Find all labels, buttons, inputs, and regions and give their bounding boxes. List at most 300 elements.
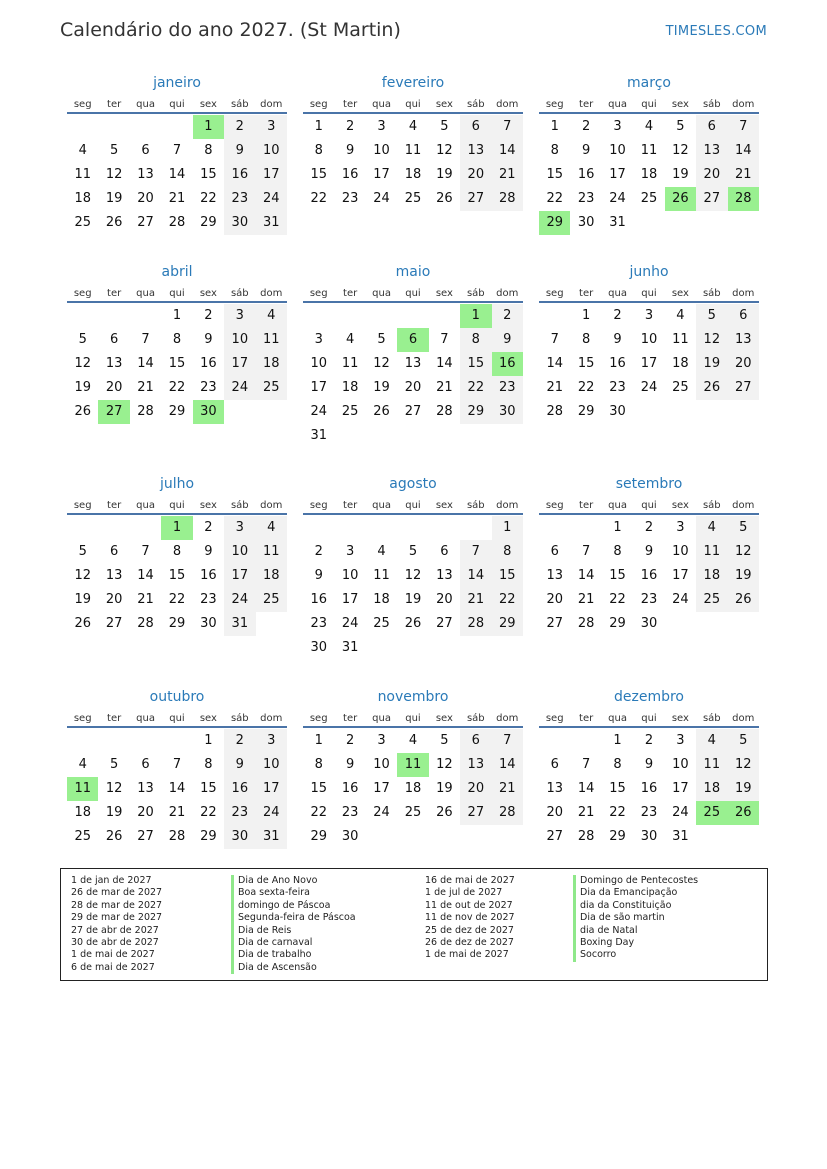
month-agosto (303, 473, 523, 660)
legend-holiday-name: Dia de trabalho (231, 949, 356, 961)
day-cell: 5 (440, 733, 449, 748)
page-title: Calendário do ano 2027. (St Martin) (60, 19, 401, 41)
day-cell: 17 (256, 777, 287, 801)
day-cell: 1 (204, 733, 213, 748)
day-cell: 23 (577, 191, 595, 206)
weekday-label: seg (309, 713, 328, 724)
weekday-label: sex (435, 288, 453, 299)
day-cell: 16 (200, 356, 217, 371)
weekday-label: dom (732, 500, 755, 511)
day-cell: 17 (672, 781, 689, 796)
day-cell: 30 (224, 211, 255, 235)
day-cell: 24 (609, 191, 626, 206)
holiday-day-cell: 27 (98, 400, 129, 424)
weekday-label: seg (545, 713, 564, 724)
weekday-label: dom (732, 99, 755, 110)
day-cell: 15 (609, 568, 626, 583)
day-cell: 28 (460, 612, 491, 636)
holiday-day-cell: 1 (161, 516, 192, 540)
weekday-label: qui (405, 99, 421, 110)
day-cell: 18 (74, 191, 91, 206)
day-cell: 18 (672, 356, 689, 371)
day-cell: 10 (672, 757, 689, 772)
week-row (67, 564, 287, 588)
day-cell: 5 (728, 516, 759, 540)
empty-day-cell (130, 729, 161, 753)
weekday-label: qua (608, 288, 627, 299)
day-cell: 15 (168, 568, 186, 583)
day-cell: 1 (613, 733, 622, 748)
week-row (67, 801, 287, 825)
legend-holiday-date: 28 de mar de 2027 (71, 899, 163, 911)
week-row (303, 163, 523, 187)
day-cell: 17 (224, 352, 255, 376)
day-cell: 16 (341, 167, 359, 182)
day-cell: 18 (696, 777, 727, 801)
day-cell: 10 (373, 143, 390, 158)
day-cell: 11 (672, 332, 689, 347)
day-cell: 4 (408, 119, 418, 134)
day-cell: 1 (550, 119, 559, 134)
week-row (67, 612, 287, 636)
weekday-label: qui (169, 500, 185, 511)
week-row (67, 328, 287, 352)
day-cell: 25 (74, 829, 91, 844)
day-cell: 19 (74, 592, 91, 607)
day-cell: 17 (256, 163, 287, 187)
day-cell: 1 (613, 520, 622, 535)
day-cell: 30 (492, 400, 523, 424)
empty-day-cell (366, 825, 397, 849)
weekday-label: sex (435, 99, 453, 110)
week-row (539, 729, 759, 753)
week-row (539, 376, 759, 400)
week-row (67, 115, 287, 139)
holiday-day-cell: 25 (696, 801, 727, 825)
day-cell: 19 (728, 777, 759, 801)
empty-day-cell (492, 825, 523, 849)
week-row (303, 115, 523, 139)
empty-day-cell (67, 304, 98, 328)
day-cell: 15 (546, 167, 563, 182)
day-cell: 9 (644, 544, 654, 559)
empty-day-cell (460, 516, 491, 540)
weekday-label: sáb (466, 713, 485, 724)
month-name: outubro (149, 689, 205, 705)
week-row (303, 729, 523, 753)
day-cell: 21 (492, 777, 523, 801)
day-cell: 16 (224, 777, 255, 801)
week-row (539, 400, 759, 424)
weekday-label: sáb (230, 500, 249, 511)
week-row (303, 352, 523, 376)
day-cell: 27 (137, 829, 154, 844)
holiday-day-cell: 11 (397, 753, 428, 777)
empty-day-cell (224, 400, 255, 424)
day-cell: 3 (256, 115, 287, 139)
day-cell: 1 (581, 308, 591, 323)
day-cell: 13 (436, 568, 453, 583)
empty-day-cell (366, 636, 397, 660)
day-cell: 31 (609, 215, 626, 230)
empty-day-cell (633, 211, 664, 235)
day-cell: 22 (200, 191, 217, 206)
day-cell: 15 (310, 781, 327, 796)
day-cell: 22 (310, 805, 327, 820)
holiday-day-cell: 26 (728, 801, 759, 825)
empty-day-cell (67, 115, 98, 139)
weekday-label: seg (545, 99, 564, 110)
weekday-label: qui (405, 713, 421, 724)
month-janeiro (67, 72, 287, 235)
legend-dates-col-2 (425, 875, 515, 962)
empty-day-cell (460, 424, 491, 448)
day-cell: 27 (546, 616, 563, 631)
empty-day-cell (366, 304, 397, 328)
weekday-label: ter (579, 500, 594, 511)
weekday-label: qui (169, 713, 185, 724)
day-cell: 22 (609, 592, 626, 607)
day-cell: 3 (613, 119, 622, 134)
empty-day-cell (130, 516, 161, 540)
empty-day-cell (728, 825, 759, 849)
week-row (303, 187, 523, 211)
week-row (539, 352, 759, 376)
day-cell: 4 (78, 143, 87, 158)
weekday-label: qua (608, 500, 627, 511)
week-row (67, 588, 287, 612)
week-row (303, 564, 523, 588)
day-cell: 9 (644, 757, 654, 772)
weekday-label: qui (641, 99, 657, 110)
day-cell: 19 (105, 805, 123, 820)
weekday-label: qui (641, 713, 657, 724)
day-cell: 25 (74, 215, 91, 230)
week-row (67, 825, 287, 849)
day-cell: 13 (137, 167, 154, 182)
day-cell: 14 (460, 564, 491, 588)
day-cell: 25 (373, 616, 390, 631)
day-cell: 3 (345, 544, 355, 559)
weekday-label: qua (136, 500, 155, 511)
day-cell: 8 (492, 540, 523, 564)
day-cell: 10 (224, 328, 255, 352)
day-cell: 21 (728, 163, 759, 187)
holiday-day-cell: 29 (539, 211, 570, 235)
day-cell: 22 (310, 191, 327, 206)
day-cell: 16 (609, 356, 626, 371)
day-cell: 24 (224, 376, 255, 400)
day-cell: 8 (550, 143, 559, 158)
month-name: janeiro (153, 75, 201, 91)
legend-holiday-name: Boxing Day (573, 937, 698, 949)
day-cell: 3 (256, 729, 287, 753)
day-cell: 7 (492, 729, 523, 753)
day-cell: 13 (105, 356, 123, 371)
day-cell: 22 (200, 805, 217, 820)
day-cell: 11 (256, 540, 287, 564)
day-cell: 8 (314, 143, 323, 158)
empty-day-cell (460, 636, 491, 660)
day-cell: 18 (256, 352, 287, 376)
day-cell: 21 (577, 805, 595, 820)
site-link[interactable]: TIMESLES.COM (665, 24, 767, 39)
day-cell: 29 (200, 829, 217, 844)
day-cell: 21 (577, 592, 595, 607)
day-cell: 3 (377, 119, 386, 134)
day-cell: 28 (168, 215, 186, 230)
day-cell: 20 (105, 592, 123, 607)
day-cell: 9 (492, 328, 523, 352)
week-row (539, 612, 759, 636)
legend-holiday-date: 1 de mai de 2027 (425, 949, 509, 961)
weekday-label: sex (671, 500, 689, 511)
day-cell: 7 (172, 143, 182, 158)
legend-holiday-name: Dia da Emancipação (573, 887, 698, 899)
week-row (539, 540, 759, 564)
day-cell: 7 (141, 544, 150, 559)
day-cell: 29 (609, 616, 626, 631)
week-row (67, 516, 287, 540)
weekday-header (303, 710, 523, 728)
day-cell: 15 (460, 352, 491, 376)
day-cell: 26 (696, 376, 727, 400)
day-cell: 21 (168, 805, 186, 820)
day-cell: 2 (204, 308, 213, 323)
day-cell: 30 (341, 829, 359, 844)
day-cell: 31 (256, 211, 287, 235)
weekday-header (303, 497, 523, 515)
day-cell: 22 (546, 191, 563, 206)
day-cell: 23 (492, 376, 523, 400)
day-cell: 24 (373, 191, 390, 206)
month-julho (67, 473, 287, 636)
week-row (303, 777, 523, 801)
week-row (539, 328, 759, 352)
day-cell: 21 (546, 380, 563, 395)
empty-day-cell (397, 636, 428, 660)
day-cell: 8 (460, 328, 491, 352)
weekday-label: sáb (702, 99, 721, 110)
day-cell: 11 (640, 143, 658, 158)
day-cell: 15 (609, 781, 626, 796)
empty-day-cell (98, 304, 129, 328)
weekday-header (303, 285, 523, 303)
day-cell: 4 (408, 733, 418, 748)
week-row (303, 540, 523, 564)
legend-holiday-date: 26 de dez de 2027 (425, 936, 514, 948)
legend-holiday-name: Dia de Ascensão (231, 962, 356, 974)
empty-day-cell (665, 400, 696, 424)
weekday-label: seg (73, 500, 92, 511)
day-cell: 26 (105, 215, 123, 230)
holiday-day-cell: 30 (193, 400, 224, 424)
empty-day-cell (397, 825, 428, 849)
day-cell: 13 (546, 781, 563, 796)
day-cell: 29 (577, 404, 595, 419)
day-cell: 12 (436, 757, 453, 772)
day-cell: 6 (440, 544, 449, 559)
weekday-label: dom (496, 288, 519, 299)
day-cell: 25 (256, 588, 287, 612)
day-cell: 2 (581, 119, 591, 134)
weekday-label: qui (405, 500, 421, 511)
day-cell: 5 (696, 304, 727, 328)
day-cell: 19 (74, 380, 91, 395)
day-cell: 14 (137, 356, 154, 371)
weekday-label: dom (732, 288, 755, 299)
legend-holiday-date: 29 de mar de 2027 (71, 912, 163, 924)
legend-holiday-name: dia de Natal (573, 925, 698, 937)
weekday-label: ter (579, 288, 594, 299)
day-cell: 7 (581, 544, 591, 559)
month-dezembro (539, 686, 759, 849)
empty-day-cell (696, 211, 727, 235)
legend-holiday-name: domingo de Páscoa (231, 900, 356, 912)
empty-day-cell (366, 516, 397, 540)
month-outubro (67, 686, 287, 849)
legend-names-col-1 (231, 875, 356, 974)
weekday-label: qui (641, 288, 657, 299)
day-cell: 28 (577, 829, 595, 844)
day-cell: 29 (460, 400, 491, 424)
day-cell: 1 (492, 516, 523, 540)
day-cell: 26 (436, 191, 453, 206)
day-cell: 18 (341, 380, 359, 395)
day-cell: 2 (644, 733, 654, 748)
week-row (303, 825, 523, 849)
day-cell: 9 (581, 143, 591, 158)
day-cell: 6 (460, 729, 491, 753)
weekday-label: sáb (230, 288, 249, 299)
weekday-label: dom (496, 713, 519, 724)
week-row (67, 304, 287, 328)
day-cell: 3 (644, 308, 654, 323)
day-cell: 4 (696, 729, 727, 753)
weekday-label: sáb (702, 500, 721, 511)
day-cell: 9 (224, 139, 255, 163)
empty-day-cell (130, 304, 161, 328)
day-cell: 16 (310, 592, 327, 607)
day-cell: 6 (141, 143, 150, 158)
legend-holiday-name: Dia de Reis (231, 925, 356, 937)
week-row (303, 753, 523, 777)
day-cell: 30 (609, 404, 626, 419)
weekday-header (539, 710, 759, 728)
day-cell: 30 (577, 215, 595, 230)
week-row (67, 187, 287, 211)
day-cell: 4 (377, 544, 386, 559)
legend-holiday-name: Dia de são martin (573, 912, 698, 924)
day-cell: 23 (341, 805, 359, 820)
day-cell: 16 (200, 568, 217, 583)
day-cell: 24 (672, 805, 689, 820)
weekday-label: seg (309, 288, 328, 299)
day-cell: 7 (460, 540, 491, 564)
day-cell: 12 (74, 356, 91, 371)
legend-holiday-name: Segunda-feira de Páscoa (231, 912, 356, 924)
day-cell: 19 (373, 380, 390, 395)
day-cell: 11 (341, 356, 359, 371)
month-name: julho (159, 476, 195, 492)
day-cell: 28 (492, 801, 523, 825)
weekday-label: dom (260, 713, 283, 724)
weekday-label: qui (169, 99, 185, 110)
empty-day-cell (256, 612, 287, 636)
day-cell: 27 (137, 215, 154, 230)
day-cell: 5 (408, 544, 418, 559)
day-cell: 1 (314, 119, 323, 134)
day-cell: 31 (341, 640, 359, 655)
day-cell: 27 (728, 376, 759, 400)
day-cell: 2 (224, 115, 255, 139)
day-cell: 20 (546, 805, 563, 820)
week-row (67, 163, 287, 187)
day-cell: 23 (609, 380, 626, 395)
day-cell: 20 (137, 805, 154, 820)
week-row (539, 304, 759, 328)
empty-day-cell (728, 612, 759, 636)
day-cell: 21 (492, 163, 523, 187)
day-cell: 23 (341, 191, 359, 206)
day-cell: 18 (696, 564, 727, 588)
week-row (539, 777, 759, 801)
week-row (67, 376, 287, 400)
day-cell: 25 (696, 588, 727, 612)
day-cell: 20 (546, 592, 563, 607)
empty-day-cell (539, 729, 570, 753)
week-row (539, 825, 759, 849)
weekday-label: seg (309, 99, 328, 110)
day-cell: 11 (404, 143, 422, 158)
day-cell: 18 (640, 167, 658, 182)
day-cell: 27 (546, 829, 563, 844)
month-setembro (539, 473, 759, 636)
day-cell: 14 (137, 568, 154, 583)
day-cell: 13 (460, 139, 491, 163)
weekday-label: sáb (702, 713, 721, 724)
empty-day-cell (665, 211, 696, 235)
day-cell: 20 (137, 191, 154, 206)
day-cell: 27 (460, 801, 491, 825)
empty-day-cell (366, 424, 397, 448)
day-cell: 12 (436, 143, 453, 158)
day-cell: 17 (373, 167, 390, 182)
day-cell: 4 (676, 308, 685, 323)
day-cell: 5 (109, 143, 119, 158)
day-cell: 5 (78, 332, 87, 347)
day-cell: 24 (256, 801, 287, 825)
day-cell: 8 (314, 757, 323, 772)
day-cell: 15 (492, 564, 523, 588)
day-cell: 20 (436, 592, 453, 607)
weekday-label: dom (496, 500, 519, 511)
day-cell: 14 (577, 568, 595, 583)
legend-holiday-name: Domingo de Pentecostes (573, 875, 698, 887)
day-cell: 14 (436, 356, 453, 371)
day-cell: 31 (224, 612, 255, 636)
month-name: maio (395, 264, 431, 280)
day-cell: 14 (728, 139, 759, 163)
day-cell: 8 (581, 332, 591, 347)
day-cell: 4 (78, 757, 87, 772)
day-cell: 3 (676, 733, 685, 748)
day-cell: 17 (310, 380, 327, 395)
day-cell: 28 (137, 616, 154, 631)
empty-day-cell (98, 729, 129, 753)
week-row (539, 801, 759, 825)
day-cell: 11 (256, 328, 287, 352)
